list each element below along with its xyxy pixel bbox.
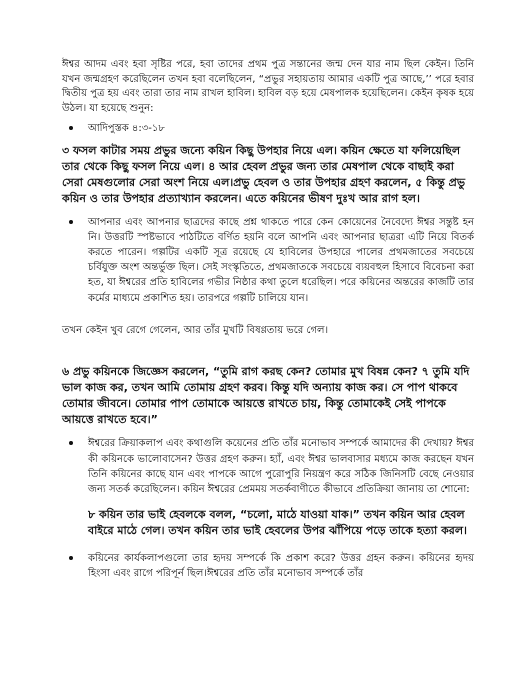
discussion-bullet-3 xyxy=(62,551,474,581)
bullet-dot-icon xyxy=(69,220,73,224)
intro-paragraph: ঈশ্বর আদম এবং হবা সৃষ্টির পরে, হবা তাদের প্রথম পুত্র সন্তানের জন্ম দেন যার নাম ছিল কেইন। তিনি যখন জন্মগ্রহণ করেছিলেন তখন হবা বলেছিলেন, “প্রভুর সহায়তায় আমার একটি পুত্র আছে,’’ পরে হবার দ্বিতীয় পুত্র হয় এবং তারা তার নাম রাখল হাবিল। হাবিল বড় হয়ে মেষপালক হয়েছিলেন। কেইন কৃষক হয়ে উঠল। যা হয়েছে শুনুন: xyxy=(62,59,474,114)
discussion-text-3: কয়িনের কার্যকলাপগুলো তার হৃদয় সম্পর্কে কি প্রকাশ করে? উত্তর গ্রহন করুন। কয়িনের হৃদয় হিংসা এবং রাগে পরিপূর্ন ছিল।ঈশ্বরের প্রতি তাঁর মনোভাব সম্পর্কে তাঁর xyxy=(88,553,474,580)
discussion-text-1: আপনার এবং আপনার ছাত্রদের কাছে প্রশ্ন থাকতে পারে কেন কোয়েনের নৈবেদ্যে ঈশ্বর সন্তুষ্ট হন নি। উত্তরটি স্পষ্টভাবে পাঠটিতে বর্ণিত হয়নি বলে আপনি এবং আপনার ছাত্ররা এটি নিয়ে বিতর্ক করতে পারেন। গল্পটির একটি সূত্র রয়েছে যে হাবিলের উপহারে পালের প্রথমজাতের সবচেয়ে চর্বিযুক্ত অংশ অন্তর্ভুক্ত ছিল। সেই সংস্কৃতিতে, প্রথমজাতকে সবচেয়ে ব্যয়বহুল হিসাবে বিবেচনা করা হত, যা ঈশ্বরের প্রতি হাবিলের গভীর নিষ্ঠার কথা তুলে ধরেছিল। পরে কয়িনের অন্তরের কাজটি তার কর্মের মাধ্যমে প্রকাশিত হয়। তারপরে গল্পটি চালিয়ে যান। xyxy=(88,216,474,304)
bullet-dot-icon xyxy=(69,556,73,560)
scripture-reference: আদিপুস্তক ৪:৩-১৮ xyxy=(88,123,165,135)
transition-line: তখন কেইন খুব রেগে গেলেন, আর তাঁর মুখটি বিষণ্ণতায় ভরে গেল। xyxy=(62,324,329,336)
discussion-bullet-2 xyxy=(62,436,474,497)
discussion-bullet-1 xyxy=(62,215,474,306)
scripture-reference-bullet xyxy=(62,121,474,136)
verses-6-7: ৬ প্রভু কয়িনকে জিজ্ঞেস করলেন, “তুমি রাগ করছ কেন? তোমার মুখ বিষন্ন কেন? ৭ তুমি যদি ভাল কাজ কর, তখন আমি তোমায় গ্রহণ করব। কিন্তু যদি অন্যায় কাজ কর। সে পাপ থাকবে তোমার জীবনে। তোমার পাপ তোমাকে আয়ত্তে রাখতে চায়, কিন্তু তোমাকেই সেই পাপকে আয়ত্তে রাখতে হবে।” xyxy=(62,365,470,427)
bullet-dot-icon xyxy=(69,441,73,445)
discussion-text-2: ঈশ্বরের ক্রিয়াকলাপ এবং কথাগুলি কয়েনের প্রতি তাঁর মনোভাব সম্পর্কে আমাদের কী দেখায়? ঈশ্বর কী কয়িনকে ভালোবাসেন? উত্তর গ্রহণ করুন। হ্যাঁ, এবং ঈশ্বর ভালবাসার মধ্যমে কাজ করছেন যখন তিনি কয়িনের কাছে যান এবং পাপকে আগে পুরোপুরি নিয়ন্ত্রণ করে সঠিক জিনিসটি বেছে নেওয়ার জন্য সতর্ক করেছিলেন। কয়িন ঈশ্বরের প্রেমময় সতর্কবাণীতে কীভাবে প্রতিক্রিয়া জানায় তা শোনো: xyxy=(88,438,474,495)
verses-3-5: ৩ ফসল কাটার সময় প্রভুর জন্যে কয়িন কিছু উপহার নিয়ে এল। কয়িন ক্ষেতে যা ফলিয়েছিল তার থেকে কিছু ফসল নিয়ে এল। ৪ আর হেবল প্রভুর জন্য তার মেষপাল থেকে বাছাই করা সেরা মেষগুলোর সেরা অংশ নিয়ে এল।প্রভু হেবল ও তার উপহার গ্রহণ করলেন, ৫ কিন্তু প্রভু কয়িন ও তার উপহার প্রত্যাখ্যান করলেন। এতে কয়িনের ভীষণ দুঃখ আর রাগ হল। xyxy=(62,143,466,205)
verse-8: ৮ কয়িন তার ভাই হেবলকে বলল, “চলো, মাঠে যাওয়া যাক।” তখন কয়িন আর হেবল বাইরে মাঠে গেল। তখন কয়িন তার ভাই হেবলের উপর ঝাঁপিয়ে পড়ে তাকে হত্যা করল। xyxy=(88,508,467,538)
bullet-dot-icon xyxy=(69,126,73,130)
